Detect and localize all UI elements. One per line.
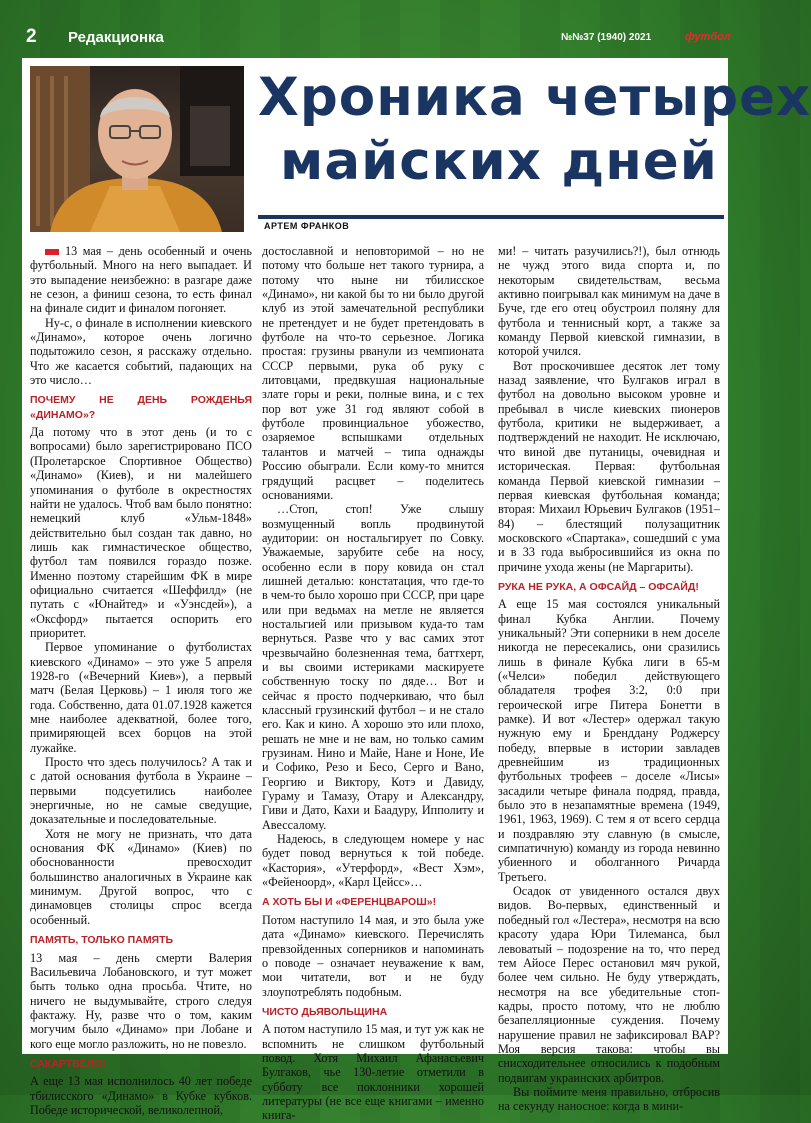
text-column-3: [498, 244, 720, 1114]
lead-marker-icon: [45, 249, 59, 255]
paragraph: Первое упоминание о футболистах киевского «Динамо» – это уже 5 апреля 1928-го («Вечерний Киев»), а первый матч (Белая Церковь) – 1 июля того же года. Собственно, дата 01.07.1928 кажется мне наиболее адекватной, более того, примиряющей всех борцов на этой лужайке.: [30, 640, 252, 755]
title-line-2: майских дней: [280, 131, 718, 192]
text-column-1: [30, 244, 252, 1117]
paragraph: Хотя не могу не признать, что дата основания ФК «Динамо» (Киев) по обоснованности превосходит большинство аналогичных в Украине как минимум. Другой вопрос, что с динамовцев столицы спрос всегда особенный.: [30, 826, 252, 927]
issue-number: №№37 (1940) 2021: [561, 32, 652, 43]
paragraph: Надеюсь, в следующем номере у нас будет повод вернуться к той победе. «Кастория», «Утерфорд», «Вест Хэм», «Фейеноорд», «Карл Цейсс»…: [262, 832, 484, 890]
subheading: А ХОТЬ БЫ И «ФЕРЕНЦВАРОШ»!: [262, 896, 437, 909]
paragraph: 13 мая – день смерти Валерия Васильевича Лобановского, и тут может быть только одна просьба. Чтите, но ничего не выдумывайте, строго следуя фактажу. Ну, разве что о том, каким могучим было «Динамо» при Лобане и кого еще могло разложить, но не повезло.: [30, 950, 252, 1051]
subheading: РУКА НЕ РУКА, А ОФСАЙД – ОФСАЙД!: [498, 580, 699, 593]
author-byline: АРТЕМ ФРАНКОВ: [264, 221, 350, 231]
paragraph: А еще 13 мая исполнилось 40 лет победе тбилисского «Динамо» в Кубке кубков. Победе исторической, великолепной,: [30, 1074, 252, 1117]
paragraph: …Стоп, стоп! Уже слышу возмущенный вопль продвинутой аудитории: он ностальгирует по Совку. Уважаемые, зарубите себе на носу, особенно если в пору ковида он стал лишней деталью: констатация, что где-то в чем-то было хорошо при СССР, при царе или при ведьмах на метле не является ностальгией или призывом куда-то там вернуться. Разве что у вас самих этот чрезвычайно болезненная тема, баттхерт, и вы своими истериками маскируете собственную тоску по дяде… Вот и сейчас я просто подчеркиваю, что был классный грузинский футбол – и не стало его. Как и кино. А хорошо это или плохо, решать не мне и не вам, но только самим грузинам. Нино и Майе, Нане и Ноне, Ие и Софико, Резо и Бесо, Серго и Вано, Георгию и Виктору, Котэ и Давиду, Гураму и Тамазу, Отару и Александру, Гиви и Дато, Кахи и Баадуру, Ипполиту и Авессалому.: [262, 502, 485, 832]
title-line-1: Хроника четырех: [258, 67, 811, 128]
paragraph: Просто что здесь получилось? А так и с датой основания футбола в Украине – первыми подсуетились наиболее энергичные, но не самые сведущие, доказательные и последовательные.: [30, 755, 252, 827]
paragraph: А еще 15 мая состоялся уникальный финал Кубка Англии. Почему уникальный? Эти соперники в нем доселе никогда не пересекались, они сразились лишь в финале Кубка лиги в 65-м («Челси» победил действующего обладателя трофея 3:2, 0:0 при героической игре Питера Бонетти в рамке). И вот «Лестер» одержал такую нужную ему и Бренддану Роджерсу победу, впервые в истории завладев древнейшим из традиционных футбольных трофеев – доселе «Лисы» засадили четыре финала подряд, правда, было это в незапамятные времена (1949, 1961, 1963, 1969). С тем я от всего сердца и поздравляю эту славную (в смысле, симпатичную) команду из города невинно убиенного и оболганного Ричарда Третьего.: [498, 597, 720, 884]
brand-logo: футбол: [685, 31, 731, 43]
paragraph: достославной и неповторимой – но не потому что больше нет такого турнира, а потому что ныне ни тбилисское «Динамо», ни какой бы то ни было другой клуб из этой замечательной республики не претендует и не будет претендовать в футболе на что-то серьезное. Логика простая: грузины рванули из чемпионата СССР первыми, рука об руку с литовцами, предвкушая национальные злате горы и реки, полные вина, и с тех пор вот уже 31 год являют собой в футболе провинциальное убожество, озаряемое вспышками отдельных талантов и матчей – типа однажды Россию обыграли. Если кому-то мнится грядущий расцвет – поделитесь основаниями.: [262, 244, 484, 502]
author-photo: [30, 66, 244, 232]
paragraph: Потом наступило 14 мая, и это была уже дата «Динамо» киевского. Перечислять превзойденных соперников и напоминать о поводе – означает неуважение к вам, мои читатели, вот и не буду злоупотреблять подобным.: [262, 912, 484, 999]
page-header: [0, 0, 750, 58]
section-title: Редакционка: [68, 29, 164, 46]
paragraph: Ну-с, о финале в исполнении киевского «Динамо», которое очень логично подытожило сезон, я расскажу отдельно. Что же касается событий, падающих на это число…: [30, 315, 252, 388]
paragraph: ми! – читать разучились?!), был отнюдь не чужд этого вида спорта и, по некоторым свидетельствам, весьма активно поигрывал как минимум на даче в Буче, где его отец обустроил поляну для футбола и теннисный корт, а также за команду Первой киевской гимназии, в которой учился.: [498, 244, 720, 359]
paragraph: Вот проскочившее десяток лет тому назад заявление, что Булгаков играл в футбол на довольно высоком уровне и пребывал в числе киевских пионеров футбола, критики не выдерживает, а подтверждений не находит. Не исключаю, что виной две путаницы, очевидная и историческая. Первая: футбольная команда Первой киевской гимназии – первая киевская футбольная команда; вторая: Михаил Юрьевич Булгаков (1951–84) – блестящий полузащитник московского «Спартака», сошедший с ума и в 33 года выбросившийся из окна по причине ухода жены (не Маргариты).: [498, 358, 720, 574]
paragraph: Вы поймите меня правильно, отбросив на секунду наносное: когда в мини-: [498, 1084, 720, 1114]
article-sheet: [22, 58, 811, 1123]
subheading: ПОЧЕМУ НЕ ДЕНЬ РОЖДЕНЬЯ «ДИНАМО»?: [30, 394, 252, 421]
paragraph: Да потому что в этот день (и то с вопросами) было зарегистрировано ПСО (Пролетарское Спортивное Общество) «Динамо» (Киев), и ни малейшего упоминания о футболе в окрестностях найти не удалось. Чтоб вам было понятно: немецкий клуб «Ульм-1848» действительно был создан так давно, но лишь как гимнастическое общество, футбол там появился гораздо позже. Именно поэтому старейшим ФК в мире официально считается «Шеффилд» (не путать с «Юнайтед» и «Уэнсдей»), а «Оксфорд» пытается оспорить его приоритет.: [30, 425, 252, 640]
page-number: 2: [26, 26, 37, 47]
subheading: ЧИСТО ДЬЯВОЛЬЩИНА: [262, 1005, 388, 1018]
author-portrait-icon: [30, 66, 244, 232]
paragraph: Осадок от увиденного остался двух видов. Во-первых, единственный и победный гол «Лестера», несмотря на всю красоту удара Юри Тилеманса, был левоватый – подозрение на то, что перед тем Айосе Перес остановил мяч рукой, более чем сильно. Не буду утверждать, несмотря на все убедительные стоп-кадры, просто потому, что не люблю безапелляционные суждения. Почему нарушение правил не зафиксировал ВАР? Моя версия такова: чтобы вы снисходительнее относились к подобным подвигам украинских арбитров.: [498, 884, 720, 1085]
article-title: [258, 66, 811, 194]
subheading: ПАМЯТЬ, ТОЛЬКО ПАМЯТЬ: [30, 934, 174, 947]
paragraph: 13 мая – день особенный и очень футбольный. Много на него выпадает. И это выпадение неизбежно: в разгаре даже не сезон, а финиш сезона, то есть финал на финале сидит и финалом погоняет.: [30, 244, 252, 316]
subheading: САКАРТВЕЛО!: [30, 1057, 106, 1070]
text-column-2: [262, 244, 485, 1123]
title-rule: [258, 215, 724, 219]
paragraph: А потом наступило 15 мая, и тут уж как не вспомнить не слишком футбольный повод. Хотя Михаил Афанасьевич Булгаков, чье 130-летие отметили в субботу все поклонники хорошей литературы (не все еще книгами – именно книга-: [262, 1022, 484, 1123]
